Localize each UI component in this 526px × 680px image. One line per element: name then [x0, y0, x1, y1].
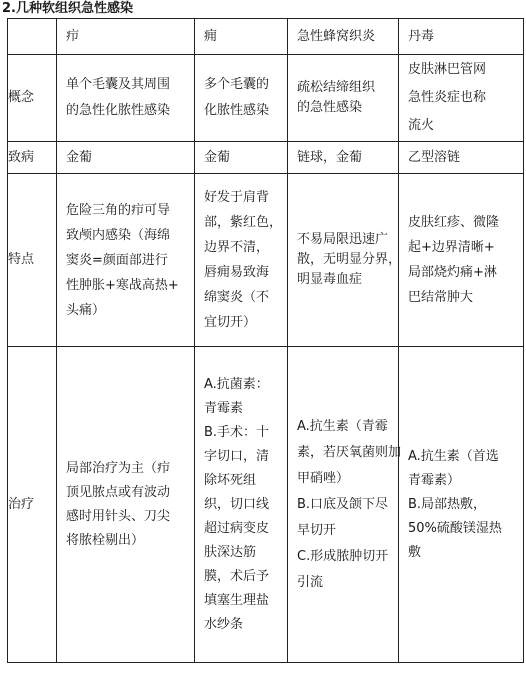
cell-text-line: 素，若厌氧菌则加 — [297, 444, 402, 460]
cell-text-line: 敷 — [408, 544, 422, 560]
cell-cellulitis — [288, 55, 399, 142]
column-header-carbuncle: 痈 — [195, 19, 288, 55]
cell-text-line: B.手术：十 — [204, 424, 270, 440]
cell-text-line: 宜切开） — [204, 315, 257, 330]
cell-text-line: 顶见脓点或有波动 — [66, 484, 171, 500]
cell-text-line: 的急性感染 — [297, 100, 363, 115]
cell-erysipelas — [399, 347, 524, 663]
cell-text-line: 疏松结缔组织 — [297, 80, 376, 95]
cell-cellulitis — [288, 347, 402, 663]
cell-carbuncle — [195, 55, 288, 142]
cell-text-line: 起+边界清晰+ — [408, 240, 495, 255]
cell-text-line: 早切开 — [297, 522, 337, 538]
cell-text-line: 部，紫红色， — [204, 215, 283, 230]
cell-text-line: 致颅内感染（海绵 — [66, 227, 171, 243]
cell-text-line: 甲硝唑） — [297, 470, 350, 486]
cell-text-line: A.抗菌素： — [204, 376, 269, 392]
cell-text-line: 多个毛囊的 — [204, 77, 270, 92]
cell-text-line: 青霉素） — [408, 472, 461, 488]
cell-text-line: 将脓栓剔出） — [66, 532, 145, 548]
cell-carbuncle — [195, 347, 288, 663]
cell-erysipelas — [399, 174, 524, 347]
cell-text-line: 引流 — [297, 574, 324, 590]
cell-text-line: 金葡 — [66, 149, 93, 165]
cell-boil — [57, 142, 195, 174]
cell-text-line: 流火 — [408, 118, 435, 133]
cell-text-line: 膜，术后予 — [204, 568, 270, 584]
cell-text-line: C.形成脓肿切开 — [297, 548, 389, 564]
page-title: 2.几种软组织急性感染 — [2, 1, 133, 16]
cell-text-line: 感时用针头、刀尖 — [66, 508, 171, 524]
cell-boil — [57, 347, 195, 663]
cell-text-line: 乙型溶链 — [408, 149, 461, 165]
table-row-concept — [8, 55, 524, 142]
table-row-treatment — [8, 347, 524, 663]
cell-text-line: 皮肤红疹、微隆 — [408, 215, 500, 230]
cell-text-line: 危险三角的疖可导 — [66, 202, 171, 218]
table-row-pathogen — [8, 142, 524, 174]
row-label: 治疗 — [8, 347, 57, 663]
cell-text-line: 皮肤淋巴管网 — [408, 62, 487, 77]
cell-text-line: 好发于肩背 — [204, 190, 270, 205]
row-label: 致病 — [8, 142, 57, 174]
cell-text-line: 不易局限迅速广 — [297, 232, 389, 247]
column-header-boil: 疖 — [57, 19, 195, 55]
cell-text-line: 肤深达筋 — [204, 544, 257, 560]
cell-erysipelas — [399, 55, 524, 142]
cell-text-line: 填塞生理盐 — [204, 592, 270, 608]
cell-text-line: 金葡 — [204, 149, 231, 165]
cell-cellulitis — [288, 142, 399, 174]
column-header-erysipelas: 丹毒 — [399, 19, 524, 55]
cell-text-line: 明显毒血症 — [297, 272, 363, 287]
cell-carbuncle — [195, 174, 288, 347]
cell-text-line: 超过病变皮 — [204, 520, 270, 536]
cell-text-line: A.抗生素（首选 — [408, 448, 499, 464]
cell-text-line: 唇痈易致海 — [204, 265, 270, 280]
cell-text-line: 绵窦炎（不 — [204, 290, 270, 305]
row-label: 特点 — [8, 174, 57, 347]
table-row-features — [8, 174, 524, 347]
cell-text-line: 头痛） — [66, 302, 106, 318]
cell-text-line: B.局部热敷， — [408, 496, 487, 512]
cell-text-line: 的急性化脓性感染 — [66, 103, 171, 118]
cell-text-line: 窦炎=颜面部进行 — [66, 252, 168, 268]
cell-text-line: 字切口，清 — [204, 448, 270, 464]
cell-cellulitis — [288, 174, 402, 347]
cell-text-line: 巴结常肿大 — [408, 290, 474, 305]
row-label: 概念 — [8, 55, 57, 142]
cell-text-line: 化脓性感染 — [204, 103, 270, 118]
cell-text-line: A.抗生素（青霉 — [297, 418, 388, 434]
cell-text-line: 50%硫酸镁湿热 — [408, 520, 502, 536]
cell-text-line: 局部烧灼痛+淋 — [408, 265, 497, 280]
cell-text-line: 边界不清， — [204, 240, 270, 255]
cell-text-line: 局部治疗为主（疖 — [66, 460, 171, 476]
cell-text-line: 除坏死组 — [204, 472, 257, 488]
cell-text-line: 青霉素 — [204, 400, 244, 416]
cell-carbuncle — [195, 142, 288, 174]
corner-cell — [8, 19, 57, 55]
cell-boil — [57, 55, 195, 142]
column-header-cellulitis: 急性蜂窝织炎 — [288, 19, 399, 55]
cell-text-line: 散，无明显分界， — [297, 252, 402, 267]
cell-text-line: 急性炎症也称 — [408, 90, 487, 105]
cell-text-line: 织，切口线 — [204, 496, 270, 512]
cell-boil — [57, 174, 195, 347]
cell-erysipelas — [399, 142, 524, 174]
cell-text-line: 水纱条 — [204, 616, 244, 632]
header-row — [8, 19, 524, 55]
cell-text-line: 单个毛囊及其周围 — [66, 77, 171, 92]
cell-text-line: 性肿胀+寒战高热+ — [66, 277, 179, 293]
infection-comparison-table — [7, 18, 524, 663]
cell-text-line: B.口底及颌下尽 — [297, 496, 389, 512]
cell-text-line: 链球，金葡 — [297, 149, 363, 165]
